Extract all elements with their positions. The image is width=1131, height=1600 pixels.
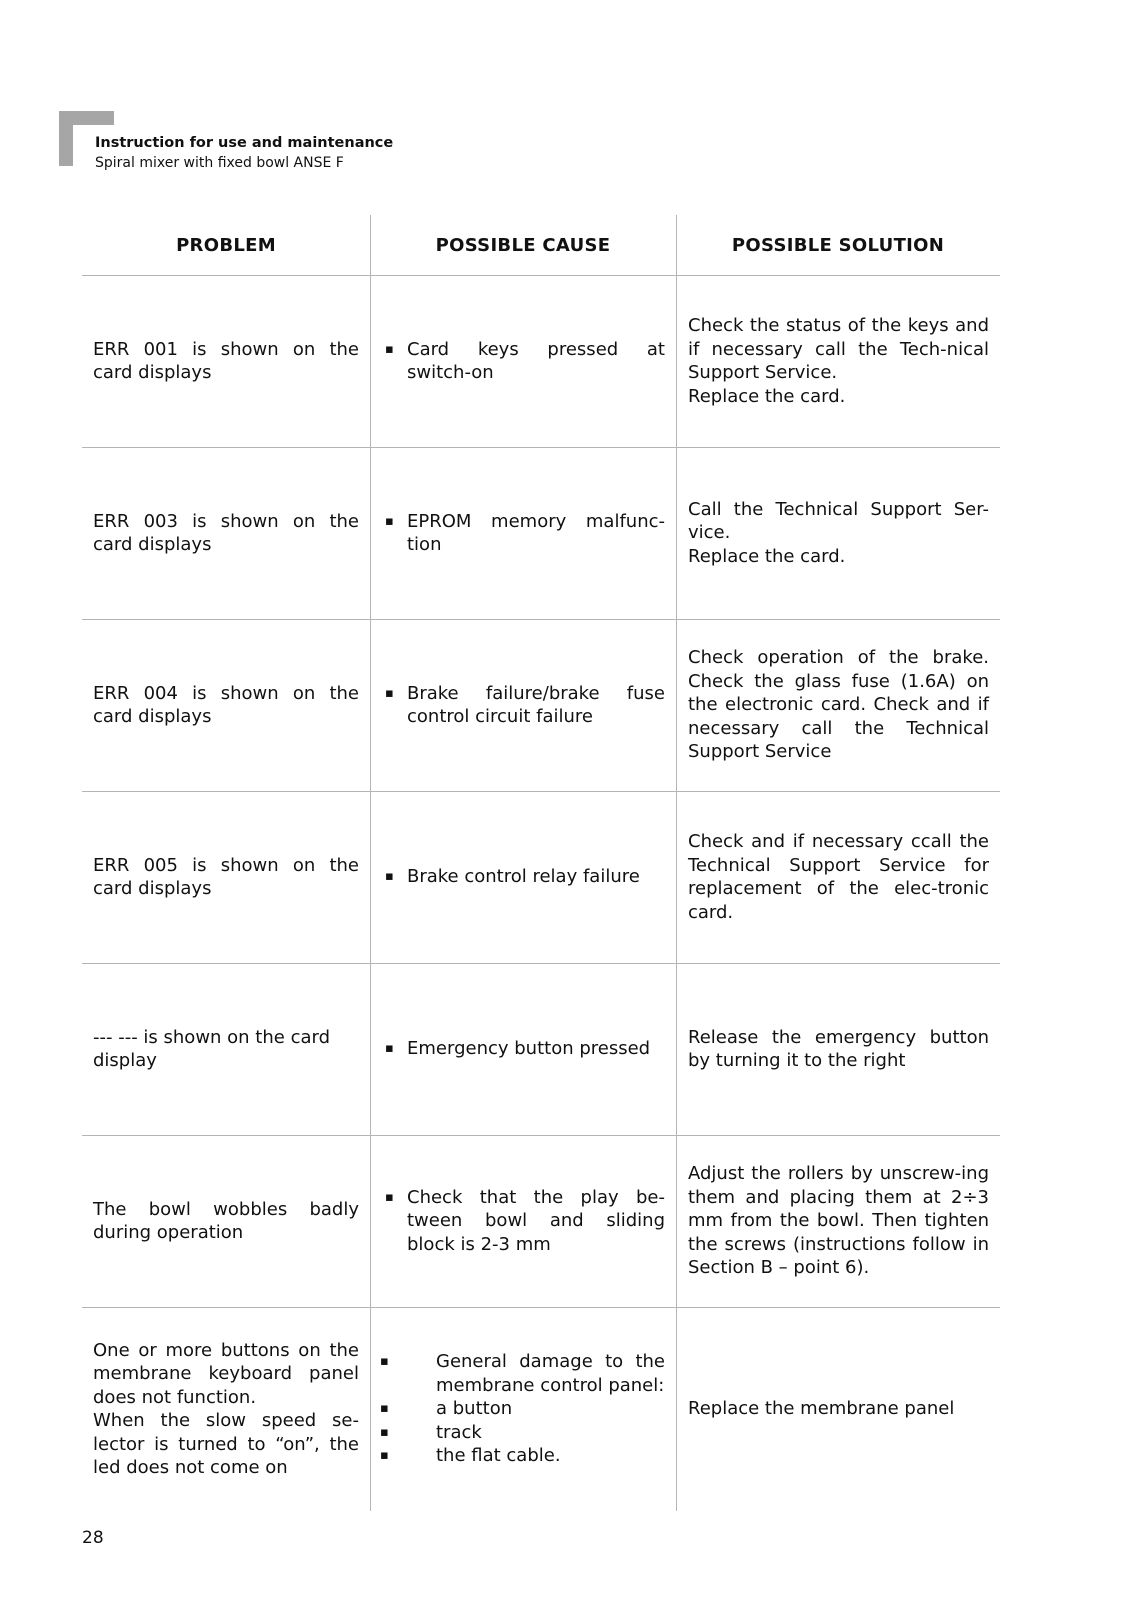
list-item <box>380 1350 665 1397</box>
problem-cell <box>82 791 370 963</box>
solution-text: Replace the membrane panel <box>688 1398 955 1420</box>
solution-text: Release the emergency button by turning it to the right <box>688 1026 989 1071</box>
bullet-icon: ▪ <box>380 1424 389 1440</box>
problem-text: ERR 001 is shown on the card displays <box>93 338 359 383</box>
solution-text: Check and if necessary ccall the Technical Support Service for replacement of the elec-tronic card. <box>688 831 989 923</box>
cause-text: Card keys pressed at switch-on <box>407 338 665 383</box>
problem-cell <box>82 447 370 619</box>
solution-text: Call the Technical Support Ser-vice. Replace the card. <box>688 498 989 567</box>
cause-text: EPROM memory malfunc-tion <box>407 510 665 555</box>
bullet-icon: ▪ <box>385 1189 394 1205</box>
solution-cell <box>676 275 1000 447</box>
cause-cell <box>370 1307 676 1511</box>
bullet-icon: ▪ <box>385 341 394 357</box>
bullet-icon: ▪ <box>385 1041 394 1057</box>
cause-cell <box>370 619 676 791</box>
bullet-icon: ▪ <box>380 1354 389 1370</box>
cause-text: Brake failure/brake fuse control circuit failure <box>407 682 665 727</box>
problem-text: One or more buttons on the membrane keyboard panel does not function. When the slow speed se-lector is turned to “on”, the led does not come on <box>93 1339 359 1478</box>
cause-cell <box>370 791 676 963</box>
solution-cell <box>676 1135 1000 1307</box>
solution-cell <box>676 447 1000 619</box>
problem-text: ERR 005 is shown on the card displays <box>93 854 359 899</box>
column-header-cause: POSSIBLE CAUSE <box>435 234 611 256</box>
problem-cell <box>82 963 370 1135</box>
problem-text: The bowl wobbles badly during operation <box>93 1198 359 1243</box>
bullet-icon: ▪ <box>380 1448 389 1464</box>
list-item <box>380 1421 665 1445</box>
problem-cell <box>82 619 370 791</box>
document-title: Instruction for use and maintenance <box>95 135 394 151</box>
cause-item-text: track <box>436 1421 482 1443</box>
list-item <box>380 1397 665 1421</box>
cause-cell <box>370 447 676 619</box>
column-header-problem: PROBLEM <box>176 234 276 256</box>
solution-cell <box>676 963 1000 1135</box>
problem-text: --- --- is shown on the card display <box>93 1026 331 1071</box>
cause-item-text: the flat cable. <box>436 1445 561 1467</box>
cause-item-text: General damage to the membrane control panel: <box>436 1351 665 1396</box>
solution-cell <box>676 1307 1000 1511</box>
bullet-icon: ▪ <box>385 513 394 529</box>
problem-cell <box>82 1307 370 1511</box>
cause-item-text: a button <box>436 1398 513 1420</box>
cause-text: Brake control relay failure <box>407 866 640 888</box>
solution-cell <box>676 619 1000 791</box>
solution-text: Check operation of the brake. Check the glass fuse (1.6A) on the electronic card. Check and if necessary call the Technical Support Service <box>688 647 989 763</box>
bullet-icon: ▪ <box>385 869 394 885</box>
cause-text: Emergency button pressed <box>407 1038 651 1060</box>
problem-cell <box>82 275 370 447</box>
problem-text: ERR 003 is shown on the card displays <box>93 510 359 555</box>
cause-list <box>380 1350 665 1468</box>
troubleshooting-table <box>82 215 1000 1511</box>
cause-text: Check that the play be-tween bowl and sliding block is 2-3 mm <box>407 1186 665 1255</box>
cause-cell <box>370 1135 676 1307</box>
page-number: 28 <box>82 1528 104 1548</box>
cause-cell <box>370 275 676 447</box>
problem-text: ERR 004 is shown on the card displays <box>93 682 359 727</box>
document-subtitle: Spiral mixer with fixed bowl ANSE F <box>95 155 344 171</box>
bullet-icon: ▪ <box>380 1401 389 1417</box>
solution-text: Adjust the rollers by unscrew-ing them and placing them at 2÷3 mm from the bowl. Then tighten the screws (instructions follow in Section B – point 6). <box>688 1163 989 1279</box>
column-header-solution: POSSIBLE SOLUTION <box>731 234 945 256</box>
bullet-icon: ▪ <box>385 685 394 701</box>
cause-cell <box>370 963 676 1135</box>
solution-cell <box>676 791 1000 963</box>
header-corner-mark-vertical <box>59 111 73 166</box>
solution-text: Check the status of the keys and if necessary call the Tech-nical Support Service. Replace the card. <box>688 315 989 407</box>
list-item <box>380 1444 665 1468</box>
problem-cell <box>82 1135 370 1307</box>
